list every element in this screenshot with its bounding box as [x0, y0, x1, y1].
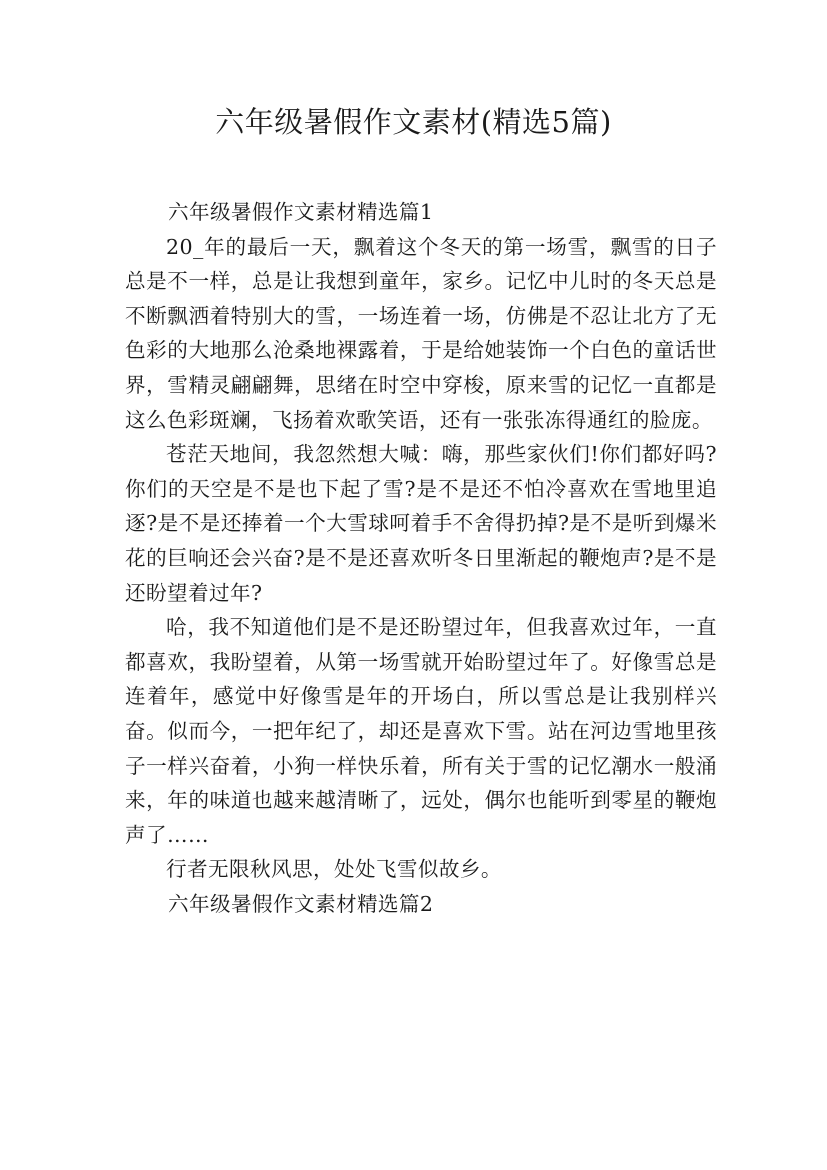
- section-heading-2: 六年级暑假作文素材精选篇2: [168, 891, 434, 916]
- paragraph-2: 苍茫天地间，我忽然想大喊：嗨，那些家伙们!你们都好吗?你们的天空是不是也下起了雪?是不是还不怕冷喜欢在雪地里追逐?是不是还捧着一个大雪球呵着手不舍得扔掉?是不是听到爆米花的巨响还会兴奋?是不是还喜欢听冬日里渐起的鞭炮声?是不是还盼望着过年?: [125, 442, 717, 605]
- paragraph-4: 行者无限秋风思，处处飞雪似故乡。: [166, 857, 502, 882]
- paragraph-1: 20_年的最后一天，飘着这个冬天的第一场雪，飘雪的日子总是不一样，总是让我想到童年，家乡。记忆中儿时的冬天总是不断飘洒着特别大的雪，一场连着一场，仿佛是不忍让北方了无色彩的大地那么沧桑地裸露着，于是给她装饰一个白色的童话世界，雪精灵翩翩舞，思绪在时空中穿梭，原来雪的记忆一直都是这么色彩斑斓，飞扬着欢歌笑语，还有一张张冻得通红的脸庞。: [125, 234, 717, 432]
- document-title: 六年级暑假作文素材(精选5篇): [215, 105, 612, 139]
- section-heading-1: 六年级暑假作文素材精选篇1: [168, 200, 434, 224]
- paragraph-3: 哈，我不知道他们是不是还盼望过年，但我喜欢过年，一直都喜欢，我盼望着，从第一场雪就开始盼望过年了。好像雪总是连着年，感觉中好像雪是年的开场白，所以雪总是让我别样兴奋。似而今，一把年纪了，却还是喜欢下雪。站在河边雪地里孩子一样兴奋着，小狗一样快乐着，所有关于雪的记忆潮水一般涌来，年的味道也越来越清晰了，远处，偶尔也能听到零星的鞭炮声了……: [125, 615, 717, 847]
- document-body: [125, 195, 717, 921]
